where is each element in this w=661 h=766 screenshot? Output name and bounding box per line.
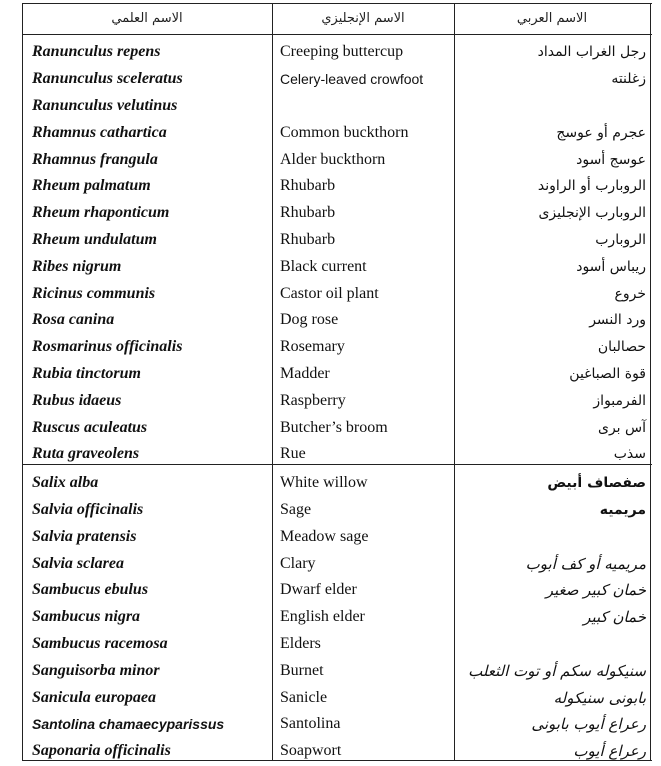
table-row xyxy=(22,738,652,765)
arabic-name: الروبارب xyxy=(595,231,646,248)
arabic-name: رعراع أيوب xyxy=(573,742,646,761)
arabic-name: سنيكوله سكم أو توت الثعلب xyxy=(468,661,646,680)
english-name: Castor oil plant xyxy=(280,284,379,302)
table-row xyxy=(22,577,652,604)
arabic-name: ريباس أسود xyxy=(576,258,646,275)
scientific-name: Sambucus nigra xyxy=(32,608,141,626)
english-name: Creeping buttercup xyxy=(280,43,404,61)
table-row xyxy=(22,684,652,711)
scientific-name: Rubia tinctorum xyxy=(32,364,141,382)
english-name: Celery-leaved crowfoot xyxy=(280,71,424,88)
english-name: Santolina xyxy=(280,715,341,733)
table-row xyxy=(22,550,652,577)
scientific-name: Salvia pratensis xyxy=(32,527,137,545)
scientific-name: Rosmarinus officinalis xyxy=(32,338,183,356)
table-row xyxy=(22,200,652,227)
scientific-name: Rheum palmatum xyxy=(32,177,151,195)
arabic-name: ورد النسر xyxy=(589,312,646,329)
arabic-name: رجل الغراب المداد xyxy=(537,44,646,61)
english-name: Madder xyxy=(280,364,330,382)
arabic-name: بابونى سنيكوله xyxy=(553,688,646,707)
scientific-name: Salvia officinalis xyxy=(32,500,144,518)
scientific-name: Sambucus racemosa xyxy=(32,634,168,652)
table-row xyxy=(22,711,652,738)
scientific-name: Ranunculus velutinus xyxy=(32,96,178,114)
scientific-name: Rheum rhaponticum xyxy=(32,204,170,222)
english-name: Meadow sage xyxy=(280,527,369,545)
table-row xyxy=(22,497,652,524)
arabic-name: صفصاف أبيض xyxy=(547,475,646,492)
arabic-name: خمان كبير صغير xyxy=(545,581,646,600)
arabic-name xyxy=(458,631,646,658)
header-separator xyxy=(22,34,652,35)
english-name: White willow xyxy=(280,474,368,492)
scientific-name: Ricinus communis xyxy=(32,284,156,302)
english-name xyxy=(280,93,452,120)
arabic-name: مريميه xyxy=(599,501,646,518)
header-scientific-name: الاسم العلمي xyxy=(111,11,183,26)
table-row xyxy=(22,334,652,361)
header-arabic-name: الاسم العربي xyxy=(516,11,588,26)
english-name: Burnet xyxy=(280,661,324,679)
english-name: Sanicle xyxy=(280,688,328,706)
table-body xyxy=(22,39,652,765)
arabic-name: آس برى xyxy=(597,419,646,436)
table-row xyxy=(22,361,652,388)
scientific-name: Ranunculus sceleratus xyxy=(32,70,183,88)
english-name: Elders xyxy=(280,634,321,652)
arabic-name: الروبارب أو الراوند xyxy=(537,178,646,195)
english-name: Butcher’s broom xyxy=(280,418,388,436)
arabic-name: رعراع أيوب بابونى xyxy=(531,715,646,734)
table-row xyxy=(22,441,652,468)
table-row xyxy=(22,523,652,550)
arabic-name: خروع xyxy=(614,285,646,302)
english-name: Rue xyxy=(280,445,306,463)
english-name: Clary xyxy=(280,554,316,572)
scientific-name: Rheum undulatum xyxy=(32,230,157,248)
english-name: Black current xyxy=(280,257,367,275)
table-row xyxy=(22,631,652,658)
table-row xyxy=(22,470,652,497)
scientific-name: Saponaria officinalis xyxy=(32,742,171,760)
arabic-name: حصالبان xyxy=(597,339,646,356)
table-row xyxy=(22,253,652,280)
scientific-name: Salix alba xyxy=(32,474,99,492)
scientific-name: Ranunculus repens xyxy=(32,43,161,61)
table-row xyxy=(22,604,652,631)
arabic-name xyxy=(458,93,646,120)
table-row xyxy=(22,173,652,200)
english-name: Rhubarb xyxy=(280,230,336,248)
english-name: English elder xyxy=(280,608,365,626)
english-name: Dog rose xyxy=(280,311,339,329)
arabic-name: الفرمبواز xyxy=(593,392,646,409)
english-name: Raspberry xyxy=(280,391,346,409)
english-name: Sage xyxy=(280,500,312,518)
scientific-name: Sambucus ebulus xyxy=(32,581,149,599)
arabic-name: زغلنته xyxy=(611,71,646,88)
table-row xyxy=(22,93,652,120)
english-name: Rhubarb xyxy=(280,204,336,222)
english-name: Rosemary xyxy=(280,338,345,356)
header-english-name: الاسم الإنجليزي xyxy=(321,11,405,26)
scientific-name: Ribes nigrum xyxy=(32,257,122,275)
arabic-name: مريميه أو كف أبوب xyxy=(525,554,646,573)
table-row xyxy=(22,280,652,307)
table-row xyxy=(22,307,652,334)
arabic-name: سذب xyxy=(613,446,646,463)
english-name: Rhubarb xyxy=(280,177,336,195)
table-row xyxy=(22,119,652,146)
table-row xyxy=(22,657,652,684)
arabic-name: قوة الصباغين xyxy=(569,365,646,382)
english-name: Alder buckthorn xyxy=(280,150,386,168)
scientific-name: Ruta graveolens xyxy=(32,445,140,463)
scientific-name: Rhamnus cathartica xyxy=(32,123,167,141)
arabic-name: عوسج أسود xyxy=(576,151,646,168)
table-row xyxy=(22,387,652,414)
table-row xyxy=(22,39,652,66)
scientific-name: Sanguisorba minor xyxy=(32,661,160,679)
english-name: Dwarf elder xyxy=(280,581,357,599)
arabic-name xyxy=(458,523,646,550)
plant-names-table xyxy=(22,3,652,761)
scientific-name: Salvia sclarea xyxy=(32,554,124,572)
table-row xyxy=(22,66,652,93)
english-name: Common buckthorn xyxy=(280,123,409,141)
scientific-name: Rosa canina xyxy=(32,311,115,329)
table-row xyxy=(22,146,652,173)
table-row xyxy=(22,227,652,254)
arabic-name: عجرم أو عوسج xyxy=(556,124,646,141)
scientific-name: Rubus idaeus xyxy=(32,391,122,409)
english-name: Soapwort xyxy=(280,742,342,760)
arabic-name: خمان كبير xyxy=(583,608,646,627)
table-row xyxy=(22,414,652,441)
arabic-name: الروبارب الإنجليزى xyxy=(538,205,646,222)
scientific-name: Ruscus aculeatus xyxy=(32,418,148,436)
scientific-name: Rhamnus frangula xyxy=(32,150,158,168)
scientific-name: Sanicula europaea xyxy=(32,688,157,706)
scientific-name: Santolina chamaecyparissus xyxy=(32,716,225,733)
